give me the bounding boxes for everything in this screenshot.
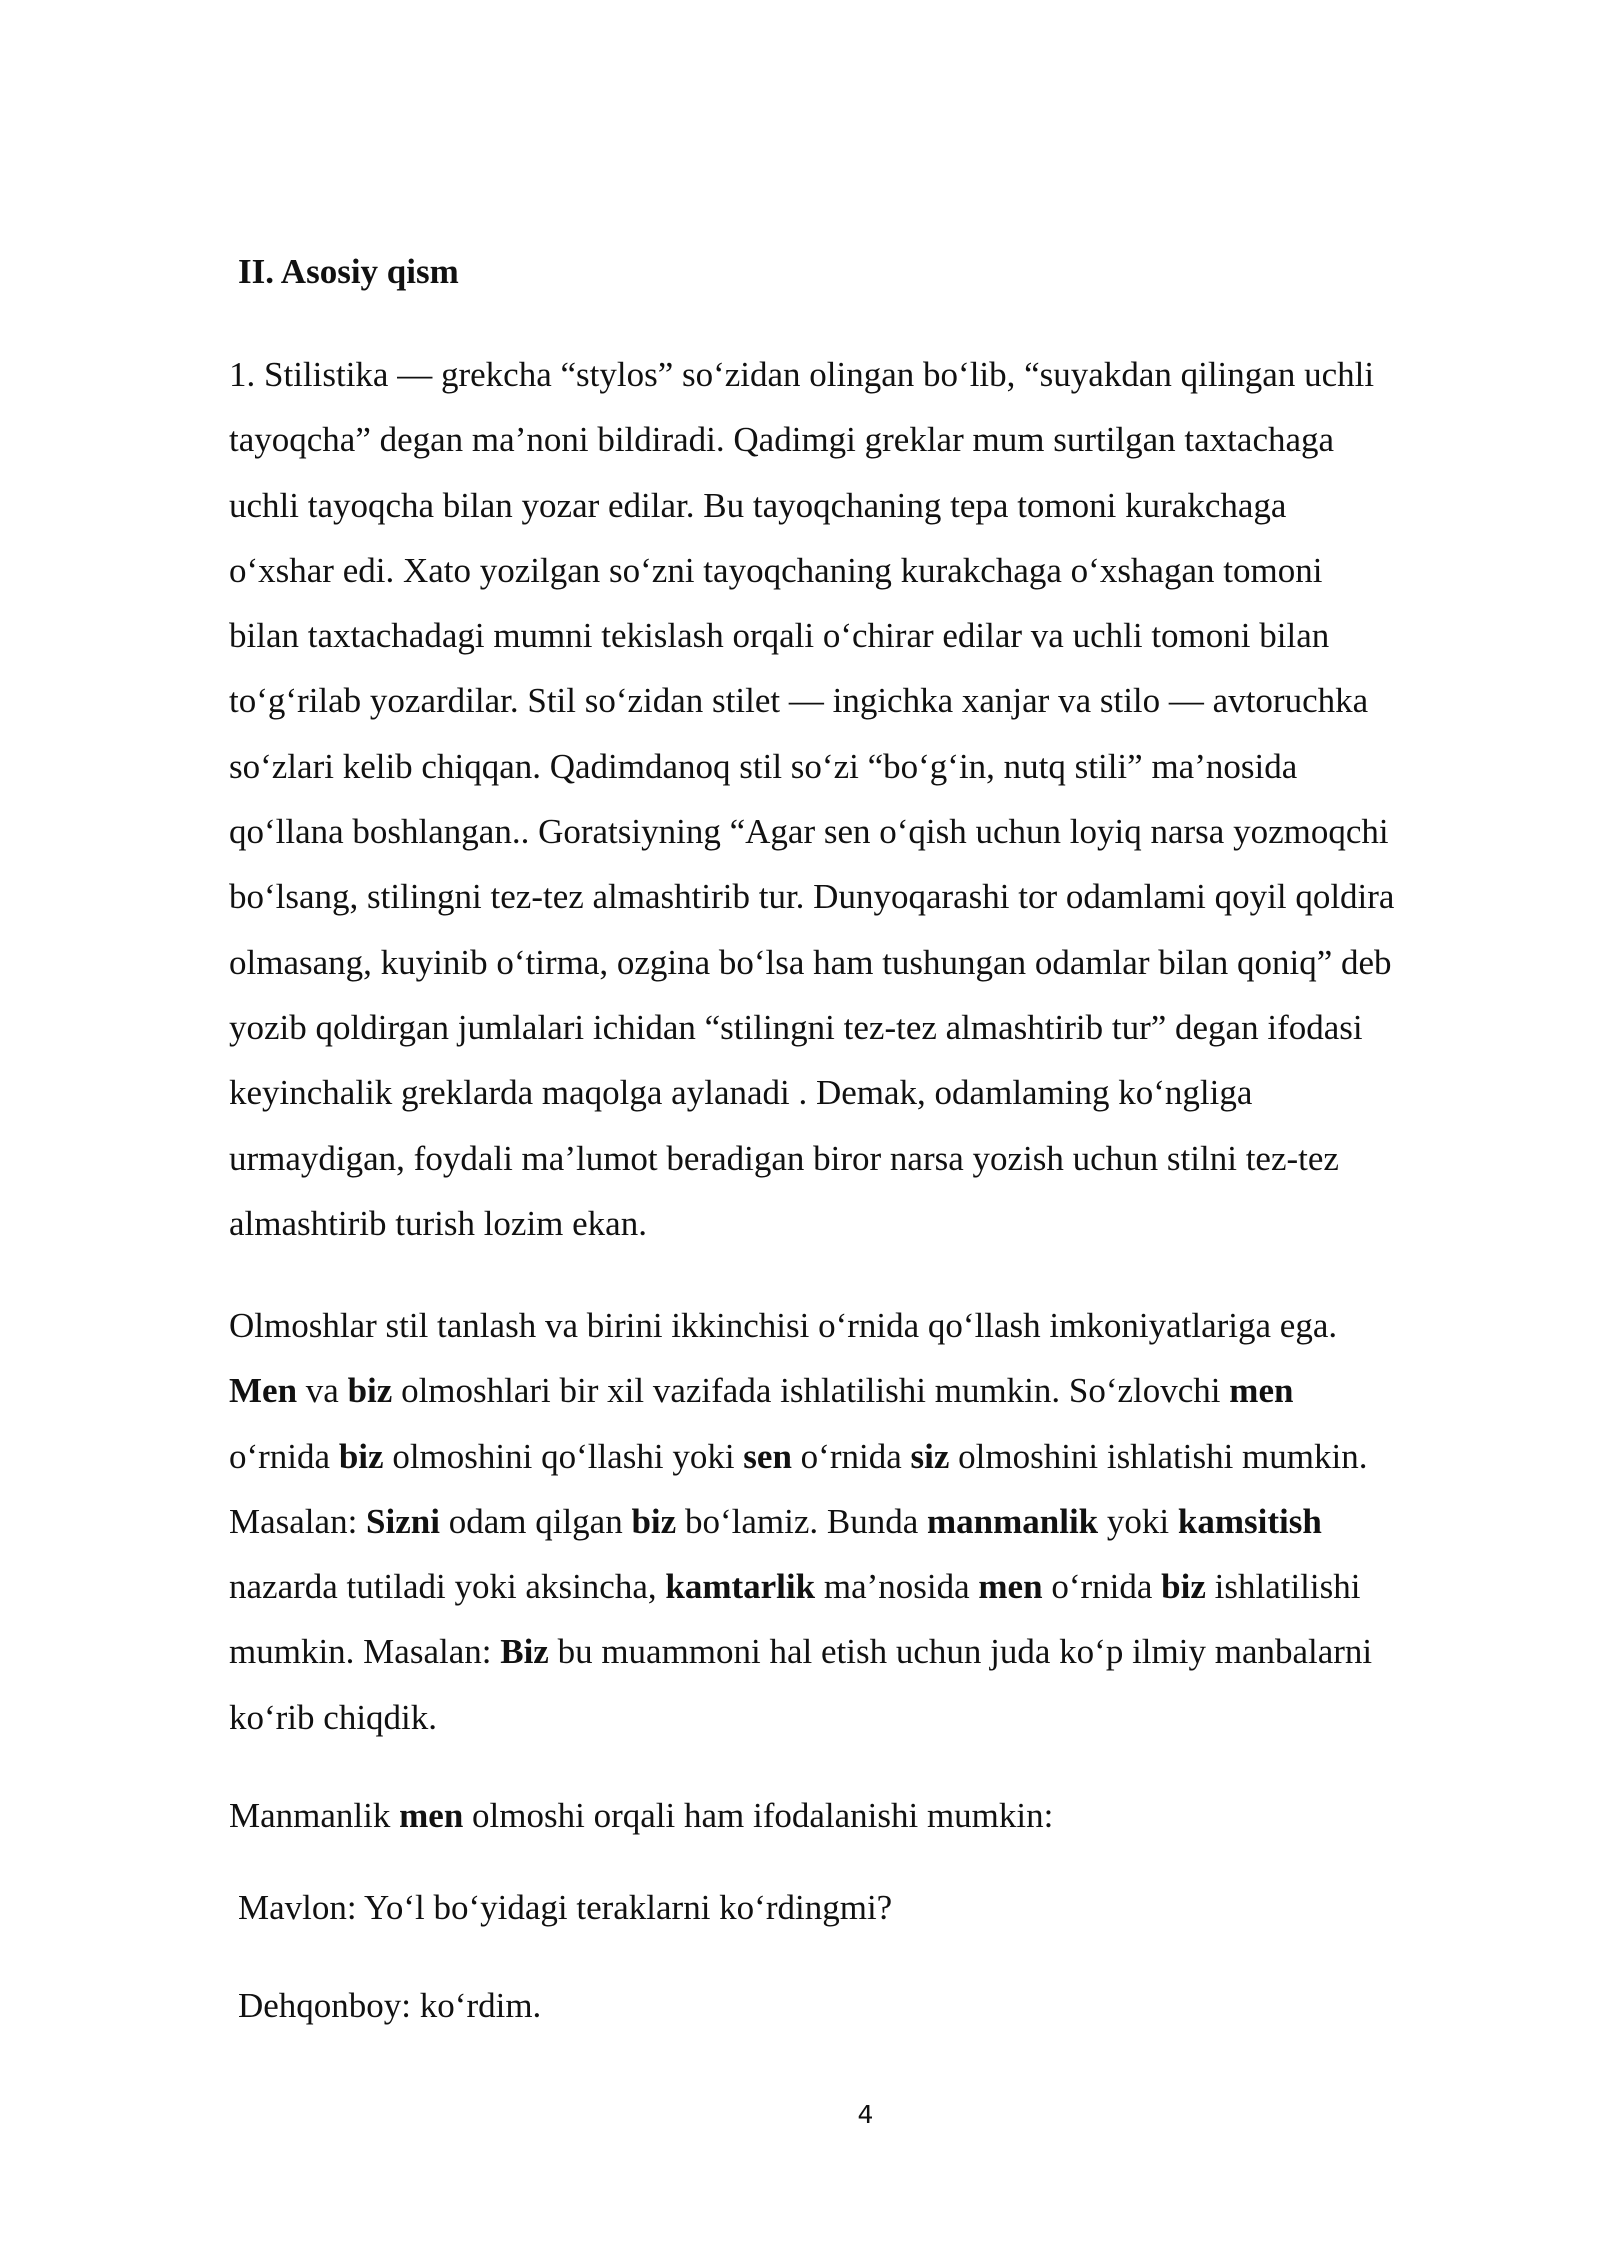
text-line: so‘zlari kelib chiqqan. Qadimdanoq stil so‘zi “bo‘g‘in, nutq stili” ma’nosida [229, 746, 1298, 786]
text-run: Manmanlik [229, 1796, 400, 1835]
bold-term: biz [338, 1436, 384, 1476]
bold-term: Sizni [366, 1501, 440, 1541]
bold-term: men [1229, 1371, 1294, 1411]
bold-term: biz [1161, 1567, 1206, 1607]
text-run: mumkin. Masalan: [229, 1632, 501, 1672]
text-line: urmaydigan, foydali ma’lumot beradigan biror narsa yozish uchun stilni tez-tez [229, 1138, 1339, 1178]
text-line [229, 1619, 1509, 1684]
text-line: uchli tayoqcha bilan yozar edilar. Bu tayoqchaning tepa tomoni kurakchaga [229, 485, 1287, 525]
text-line: ko‘rib chiqdik. [229, 1697, 438, 1737]
text-line [229, 1554, 1509, 1619]
text-line [229, 1489, 1509, 1554]
dialog-line-dehqonboy: Dehqonboy: ko‘rdim. [238, 1986, 542, 2025]
text-run: o‘rnida [229, 1436, 339, 1476]
bold-term: kamtarlik [665, 1567, 816, 1607]
text-run: o‘rnida [1042, 1567, 1162, 1607]
text-run: olmoshini qo‘llashi yoki [383, 1436, 744, 1476]
text-line: qo‘llana boshlangan.. Goratsiyning “Agar sen o‘qish uchun loyiq narsa yozmoqchi [229, 812, 1389, 852]
paragraph-manmanlik [229, 1783, 1509, 1848]
text-line: bo‘lsang, stilingni tez-tez almashtirib tur. Dunyoqarashi tor odamlami qoyil qoldira [229, 877, 1395, 917]
text-run: olmoshlari bir xil vazifada ishlatilishi mumkin. So‘zlovchi [392, 1371, 1230, 1411]
text-line: keyinchalik greklarda maqolga aylanadi . Demak, odamlaming ko‘ngliga [229, 1073, 1253, 1113]
text-line: Olmoshlar stil tanlash va birini ikkinchisi o‘rnida qo‘llash imkoniyatlariga ega. [229, 1306, 1338, 1345]
bold-term: men [399, 1796, 464, 1835]
bold-term: sen [743, 1436, 792, 1476]
bold-term: manmanlik [926, 1501, 1099, 1541]
text-line: tayoqcha” degan ma’noni bildiradi. Qadimgi greklar mum surtilgan taxtachaga [229, 420, 1335, 460]
dialog-line-mavlon: Mavlon: Yo‘l bo‘yidagi teraklarni ko‘rdingmi? [238, 1888, 893, 1927]
text-run: Masalan: [229, 1501, 367, 1541]
text-line: olmasang, kuyinib o‘tirma, ozgina bo‘lsa ham tushungan odamlar bilan qoniq” deb [229, 942, 1392, 982]
text-line: bilan taxtachadagi mumni tekislash orqali o‘chirar edilar va uchli tomoni bilan [229, 616, 1330, 656]
text-run: ma’nosida [815, 1567, 979, 1607]
text-run: odam qilgan [439, 1501, 632, 1541]
text-line: almashtirib turish lozim ekan. [229, 1203, 647, 1243]
text-line [229, 1358, 1509, 1423]
bold-term: kamsitish [1177, 1501, 1322, 1541]
text-run: bo‘lamiz. Bunda [676, 1501, 927, 1541]
bold-term: Men [229, 1371, 298, 1411]
text-run: ishlatilishi [1205, 1567, 1361, 1607]
text-line [229, 1424, 1509, 1489]
page-number: 4 [857, 2100, 874, 2129]
paragraph-stilistika [229, 342, 1509, 1256]
text-run: yoki [1098, 1501, 1178, 1541]
text-run: olmoshini ishlatishi mumkin. [949, 1436, 1368, 1476]
section-heading: II. Asosiy qism [238, 252, 459, 291]
text-run: o‘rnida [791, 1436, 911, 1476]
text-run: olmoshi orqali ham ifodalanishi mumkin: [463, 1796, 1054, 1835]
bold-term: biz [631, 1501, 677, 1541]
text-run: nazarda tutiladi yoki aksincha, [229, 1567, 666, 1607]
bold-term: siz [910, 1436, 950, 1476]
text-line [229, 1783, 1509, 1848]
paragraph-olmoshlar [229, 1293, 1509, 1750]
bold-term: biz [347, 1371, 393, 1411]
text-line: to‘g‘rilab yozardilar. Stil so‘zidan stilet — ingichka xanjar va stilo — avtoruchka [229, 681, 1369, 721]
text-line: 1. Stilistika — grekcha “stylos” so‘zidan olingan bo‘lib, “suyakdan qilingan uchli [229, 355, 1375, 394]
text-run: bu muammoni hal etish uchun juda ko‘p ilmiy manbalarni [548, 1632, 1373, 1672]
bold-term: Biz [500, 1632, 549, 1672]
text-run: va [297, 1371, 348, 1411]
text-line: yozib qoldirgan jumlalari ichidan “stilingni tez-tez almashtirib tur” degan ifodasi [229, 1007, 1363, 1047]
text-line: o‘xshar edi. Xato yozilgan so‘zni tayoqchaning kurakchaga o‘xshagan tomoni [229, 550, 1323, 590]
bold-term: men [978, 1567, 1043, 1607]
